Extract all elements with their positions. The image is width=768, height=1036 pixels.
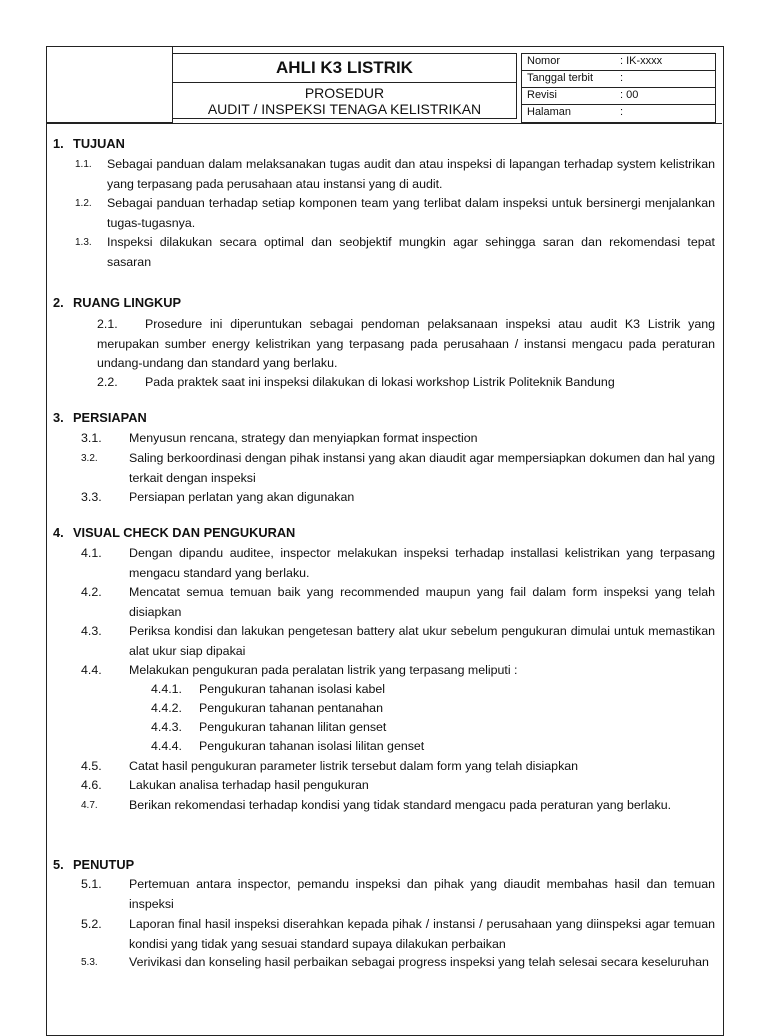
list-item: 2.2. Pada praktek saat ini inspeksi dilakukan di lokasi workshop Listrik Politeknik Bandung: [97, 375, 615, 389]
meta-row-halaman: Halaman :: [527, 106, 624, 118]
list-item: 3.2. Saling berkoordinasi dengan pihak instansi yang akan diaudit agar mempersiapkan dokumen dan hal yang terkait dengan inspeksi: [81, 451, 715, 485]
document-title: AHLI K3 LISTRIK: [173, 53, 517, 83]
list-item: 4.4.4. Pengukuran tahanan isolasi lilitan genset: [151, 739, 425, 753]
list-item: 1.2. Sebagai panduan terhadap setiap komponen team yang terlibat dalam inspeksi untuk bersinergi menjalankan tugas-tugasnya.: [75, 196, 715, 230]
list-item: 4.4.1. Pengukuran tahanan isolasi kabel: [151, 682, 385, 696]
list-item: 4.4. Melakukan pengukuran pada peralatan listrik yang terpasang meliputi :: [81, 663, 518, 677]
list-item: 4.4.3. Pengukuran tahanan lilitan genset: [151, 720, 387, 734]
section-title: 3. PERSIAPAN: [53, 410, 147, 425]
list-item: 4.5. Catat hasil pengukuran parameter listrik tersebut dalam form yang telah disiapkan: [81, 759, 579, 773]
list-item: 3.1. Menyusun rencana, strategy dan menyiapkan format inspection: [81, 431, 478, 445]
meta-row-nomor: Nomor : IK-xxxx: [522, 54, 715, 71]
section-title: 4. VISUAL CHECK DAN PENGUKURAN: [53, 525, 296, 540]
list-item: 4.2. Mencatat semua temuan baik yang recommended maupun yang fail dalam form inspeksi yang telah disiapkan: [81, 585, 715, 619]
list-item: 4.6. Lakukan analisa terhadap hasil pengukuran: [81, 778, 369, 792]
header-divider: [47, 123, 722, 124]
procedure-title: [173, 83, 517, 119]
procedure-line-2: AUDIT / INSPEKSI TENAGA KELISTRIKAN: [207, 101, 482, 117]
list-item: 4.1. Dengan dipandu auditee, inspector melakukan inspeksi terhadap installasi kelistrikan yang terpasang mengacu standard yang berlaku.: [81, 546, 715, 580]
list-item: 5.1. Pertemuan antara inspector, pemandu inspeksi dan pihak yang diaudit membahas hasil dan temuan inspeksi: [81, 877, 715, 911]
list-item: 5.2. Laporan final hasil inspeksi diserahkan kepada pihak / instansi / perusahaan yang diinspeksi agar temuan kondisi yang tidak yang sesuai standard supaya dilakukan perbaikan: [81, 917, 715, 951]
list-item: 4.7. Berikan rekomendasi terhadap kondisi yang tidak standard mengacu pada peraturan yang berlaku.: [81, 798, 672, 812]
list-item: 5.3. Verivikasi dan konseling hasil perbaikan sebagai progress inspeksi yang telah selesai secara keseluruhan: [81, 955, 709, 969]
section-title: 2. RUANG LINGKUP: [53, 295, 182, 310]
document-page: [46, 46, 724, 1036]
list-item: 4.3. Periksa kondisi dan lakukan pengetesan battery alat ukur sebelum pengukuran dimulai untuk memastikan alat ukur siap dipakai: [81, 624, 715, 658]
document-meta-table: [521, 53, 716, 123]
list-item: 3.3. Persiapan perlatan yang akan digunakan: [81, 490, 355, 504]
list-item: 2.1. Prosedure ini diperuntukan sebagai pendoman pelaksanaan inspeksi atau audit K3 Listrik yang merupakan sumber energy kelistrikan yang terpasang pada perusahaan / instansi mengacu pada peraturan undang-undang dan standard yang berlaku.: [97, 317, 715, 370]
document-header: [47, 47, 722, 123]
list-item: 1.3. Inspeksi dilakukan secara optimal dan seobjektif mungkin agar sehingga saran dan rekomendasi tepat sasaran: [75, 235, 715, 269]
list-item: 1.1. Sebagai panduan dalam melaksanakan tugas audit dan atau inspeksi di lapangan terhadap system kelistrikan yang terpasang pada perusahaan atau instansi yang di audit.: [75, 157, 715, 191]
meta-row-tanggal: Tanggal terbit :: [522, 71, 715, 88]
logo-cell: [47, 47, 173, 123]
list-item: 4.4.2. Pengukuran tahanan pentanahan: [151, 701, 383, 715]
section-title: 1. TUJUAN: [53, 136, 125, 151]
section-title: 5. PENUTUP: [53, 857, 135, 872]
procedure-line-1: PROSEDUR: [304, 85, 385, 101]
meta-row-revisi: Revisi : 00: [522, 88, 715, 105]
